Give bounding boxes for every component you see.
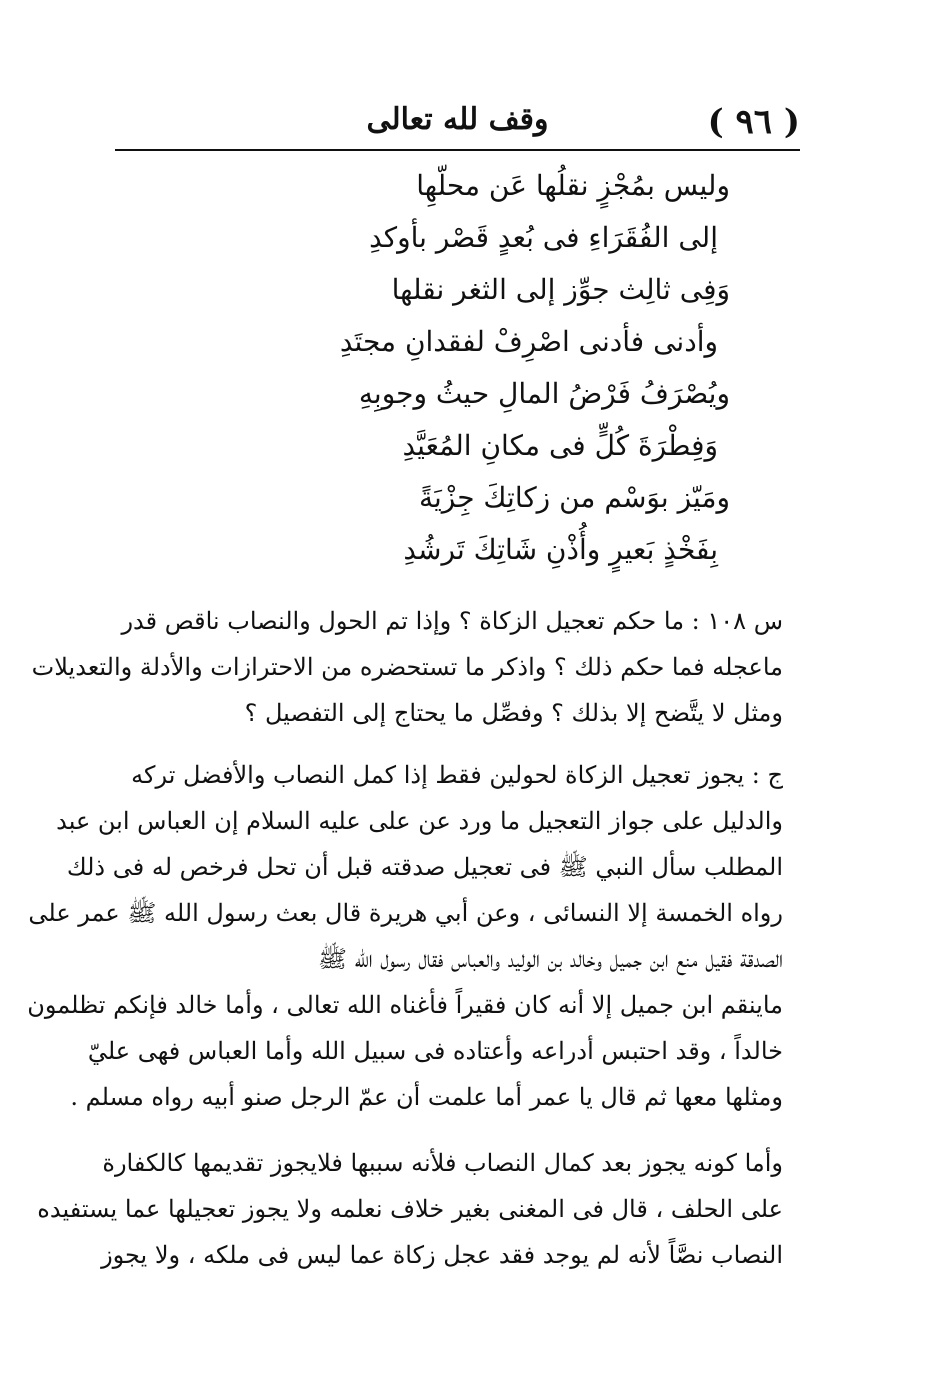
text-line: ماينقم ابن جميل إلا أنه كان فقيراً فأغناه الله تعالى ، وأما خالد فإنكم تظلمون (27, 991, 783, 1019)
verse-line: بِفَخْذٍ بَعيرٍ وأُذْنِ شَاتِكَ تَرشُدِ (403, 533, 718, 566)
text-line: المطلب سأل النبي ﷺ فى تعجيل صدقته قبل أن تحل فرخص له فى ذلك (66, 853, 783, 881)
page-header (115, 96, 800, 148)
verse-line: وليس بمُجْزٍ نقلُها عَن محلّهِا (416, 169, 730, 202)
text-line: ج : يجوز تعجيل الزكاة لحولين فقط إذا كمل النصاب والأفضل تركه (131, 761, 783, 789)
text-line: ومثل لا يتَّضح إلا بذلك ؟ وفصِّل ما يحتاج إلى التفصيل ؟ (244, 699, 783, 727)
text-line: ماعجله فما حكم ذلك ؟ واذكر ما تستحضره من الاحترازات والأدلة والتعديلات (31, 653, 783, 681)
verse-line: وأدنى فأدنى اصْرِفْ لفقدانِ مجتَدِ (339, 325, 718, 358)
running-title: وقف لله تعالى (366, 102, 549, 137)
verse-line: ومَيّز بوَسْم من زكاتِكَ جِزْيَةً (418, 481, 730, 514)
text-line: س ١٠٨ : ما حكم تعجيل الزكاة ؟ وإذا تم الحول والنصاب ناقص قدر (121, 607, 783, 635)
text-line: والدليل على جواز التعجيل ما ورد عن على عليه السلام إن العباس ابن عبد (56, 807, 783, 835)
text-line: رواه الخمسة إلا النسائى ، وعن أبي هريرة قال بعث رسول الله ﷺ عمر على (28, 899, 783, 927)
continuation-paragraph (37, 1140, 783, 1278)
answer-paragraph (27, 752, 783, 1120)
header-rule (115, 149, 800, 151)
verse-line: إلى الفُقَرَاءِ فى بُعدٍ قَصْر بأوكدِ (369, 221, 718, 254)
text-line: وأما كونه يجوز بعد كمال النصاب فلأنه سببها فلايجوز تقديمها كالكفارة (102, 1149, 783, 1177)
text-line: ومثلها معها ثم قال يا عمر أما علمت أن عمّ الرجل صنو أبيه رواه مسلم . (70, 1083, 783, 1111)
verse-line: وَفِطْرَةَ كُلٍّ فى مكانِ المُعَيَّدِ (402, 429, 718, 462)
verse-line: وَفِى ثالِث جوِّز إلى الثغر نقلها (391, 273, 730, 306)
text-line: على الحلف ، قال فى المغنى بغير خلاف نعلمه ولا يجوز تعجيلها عما يستفيده (37, 1195, 783, 1223)
text-line: النصاب نصَّاً لأنه لم يوجد فقد عجل زكاة عما ليس فى ملكه ، ولا يجوز (101, 1241, 783, 1269)
text-line: خالداً ، وقد احتبس أدراعه وأعتاده فى سبيل الله وأما العباس فهى عليّ (87, 1037, 783, 1065)
page-number: ( ٩٦ ) (707, 102, 800, 142)
verse-line: ويُصْرَفُ فَرْضُ المالِ حيثُ وجوبِهِ (358, 377, 730, 410)
poem-verses (190, 160, 730, 576)
text-line: الصدقة فقيل منع ابن جميل وخالد بن الوليد والعباس فقال رسول الله ﷺ (318, 945, 783, 973)
question-paragraph (31, 598, 783, 736)
